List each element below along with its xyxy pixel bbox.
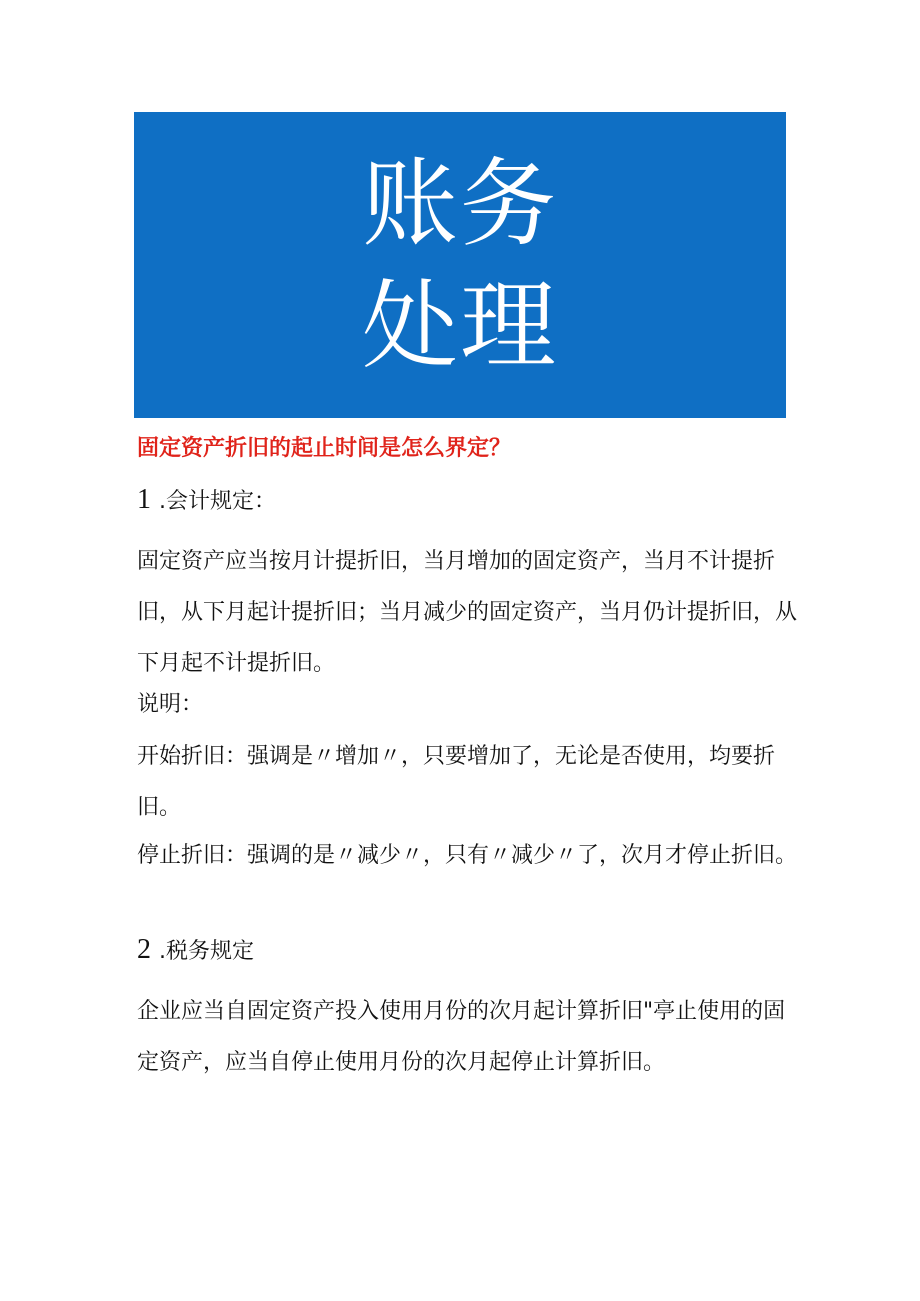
start-depreciation-note: 开始折旧：强调是〃增加〃，只要增加了，无论是否使用，均要折旧。 bbox=[137, 744, 776, 820]
section-1-title: .会计规定： bbox=[159, 489, 276, 514]
banner-title-line-1: 账务 bbox=[362, 148, 558, 260]
section-1-heading bbox=[137, 483, 797, 519]
banner-title-line-2: 处理 bbox=[362, 270, 558, 382]
title-banner bbox=[134, 112, 786, 418]
section-2-number: 2 bbox=[137, 934, 151, 965]
tax-rule-paragraph: 企业应当自固定资产投入使用月份的次月起计算折旧"亭止使用的固定资产，应当自停止使用月份的次月起停止计算折旧。 bbox=[137, 999, 786, 1075]
section-2-heading bbox=[137, 933, 797, 969]
accounting-rule-paragraph: 固定资产应当按月计提折旧，当月增加的固定资产，当月不计提折旧，从下月起计提折旧；当月减少的固定资产，当月仍计提折旧，从下月起不计提折旧。 bbox=[137, 549, 798, 676]
stop-depreciation-note: 停止折旧：强调的是〃减少〃，只有〃减少〃了，次月才停止折旧。 bbox=[137, 843, 798, 868]
section-1-number: 1 bbox=[137, 484, 151, 515]
note-label: 说明： bbox=[137, 692, 204, 717]
question-heading: 固定资产折旧的起止时间是怎么界定？ bbox=[137, 436, 512, 461]
section-2-title: .税务规定 bbox=[159, 939, 254, 964]
